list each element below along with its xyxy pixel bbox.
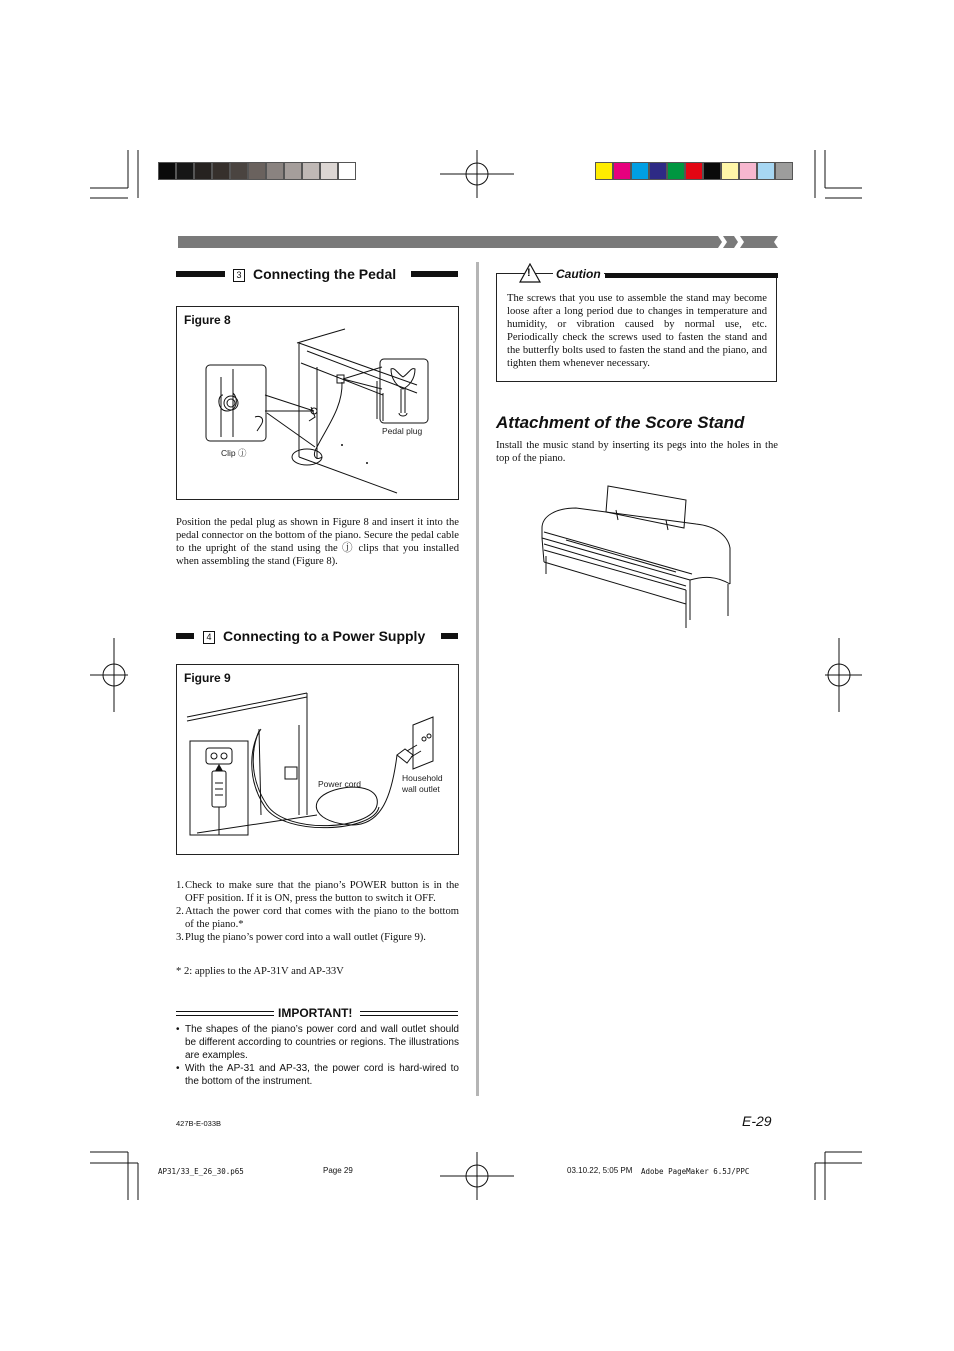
swatch (685, 162, 703, 180)
score-stand-text: Install the music stand by inserting its pegs into the holes in the top of the piano. (496, 440, 778, 464)
clip-label: Clip ⓙ (221, 448, 247, 458)
swatch (320, 162, 338, 180)
heading-rule-right (411, 271, 458, 277)
heading-rule-left (176, 271, 225, 277)
power-heading (203, 628, 425, 644)
list-item: 2. Attach the power cord that comes with the piano to the bottom of the piano.* (176, 906, 459, 930)
column-divider (476, 262, 479, 1096)
important-title: IMPORTANT! (278, 1006, 353, 1020)
outlet-label-line-1: Household (402, 773, 443, 783)
header-rule (176, 235, 780, 249)
list-item: 1. Check to make sure that the piano’s POWER button is in the OFF position. If it is ON, press the button to switch it OFF. (176, 880, 459, 904)
figure-8 (176, 306, 459, 500)
pedal-heading (233, 266, 396, 282)
swatch (595, 162, 613, 180)
pedal-plug-label: Pedal plug (382, 426, 423, 436)
power-heading-text: Connecting to a Power Supply (223, 628, 426, 644)
swatch (721, 162, 739, 180)
swatch (667, 162, 685, 180)
swatch (248, 162, 266, 180)
power-steps (176, 879, 459, 944)
list-item: 3. Plug the piano’s power cord into a wall outlet (Figure 9). (176, 932, 426, 943)
footnote: * 2: applies to the AP-31V and AP-33V (176, 966, 344, 977)
swatch (212, 162, 230, 180)
swatch (757, 162, 775, 180)
pedal-illustration (177, 307, 458, 499)
power-illustration (177, 665, 458, 854)
swatch (158, 162, 176, 180)
list-item: • With the AP-31 and AP-33, the power cord is hard-wired to the bottom of the instrument. (176, 1062, 459, 1088)
heading-rule-left (176, 633, 194, 639)
score-stand-illustration (536, 480, 736, 632)
important-rule-right (360, 1011, 458, 1016)
swatch (739, 162, 757, 180)
caution-box (496, 267, 777, 382)
swatch (703, 162, 721, 180)
file-name: AP31/33_E_26_30.p65 (158, 1167, 244, 1176)
page-label: E-29 (742, 1113, 772, 1129)
heading-rule-right (441, 633, 458, 639)
score-stand-heading: Attachment of the Score Stand (496, 413, 745, 432)
outlet-label-line-2: wall outlet (402, 784, 440, 794)
power-cord-label: Power cord (318, 779, 361, 789)
swatch (775, 162, 793, 180)
caution-title: Caution (553, 267, 604, 281)
section-number: 3 (233, 269, 245, 282)
timestamp: 03.10.22, 5:05 PM (567, 1166, 633, 1175)
caution-text: The screws that you use to assemble the stand may become loose after a long period due to changes in temperature and humidity, or vibration caused by normal use, etc. Periodically check the screws used to fasten the stand and the butterfly bolts used to fasten the stand and the piano, and tighten them whenever necessary. (507, 293, 767, 369)
page-number: Page 29 (323, 1166, 353, 1175)
app-name: Adobe PageMaker 6.5J/PPC (641, 1167, 750, 1176)
important-rule-left (176, 1011, 274, 1016)
list-item: • The shapes of the piano’s power cord and wall outlet should be different according to countries or regions. The illustrations are examples. (176, 1023, 459, 1062)
swatch (176, 162, 194, 180)
swatch (302, 162, 320, 180)
important-list (176, 1023, 459, 1088)
swatch (649, 162, 667, 180)
warning-triangle-symbol: ! (527, 267, 531, 279)
caution-top-rule (605, 273, 778, 278)
pedal-heading-text: Connecting the Pedal (253, 266, 397, 282)
swatch (194, 162, 212, 180)
swatch (631, 162, 649, 180)
swatch (613, 162, 631, 180)
doc-code: 427B-E-033B (176, 1119, 222, 1128)
pedal-paragraph: Position the pedal plug as shown in Figure 8 and insert it into the pedal connector on the bottom of the piano. Secure the pedal cable to the upright of the stand using the ⓙ clips that you installed when assembling the stand (Figure 8). (176, 517, 459, 567)
swatch (230, 162, 248, 180)
section-number: 4 (203, 631, 215, 644)
swatch (284, 162, 302, 180)
figure-9 (176, 664, 459, 855)
swatch (266, 162, 284, 180)
figure-9-title: Figure 9 (184, 671, 231, 685)
figure-8-title: Figure 8 (184, 313, 231, 327)
swatch (338, 162, 356, 180)
